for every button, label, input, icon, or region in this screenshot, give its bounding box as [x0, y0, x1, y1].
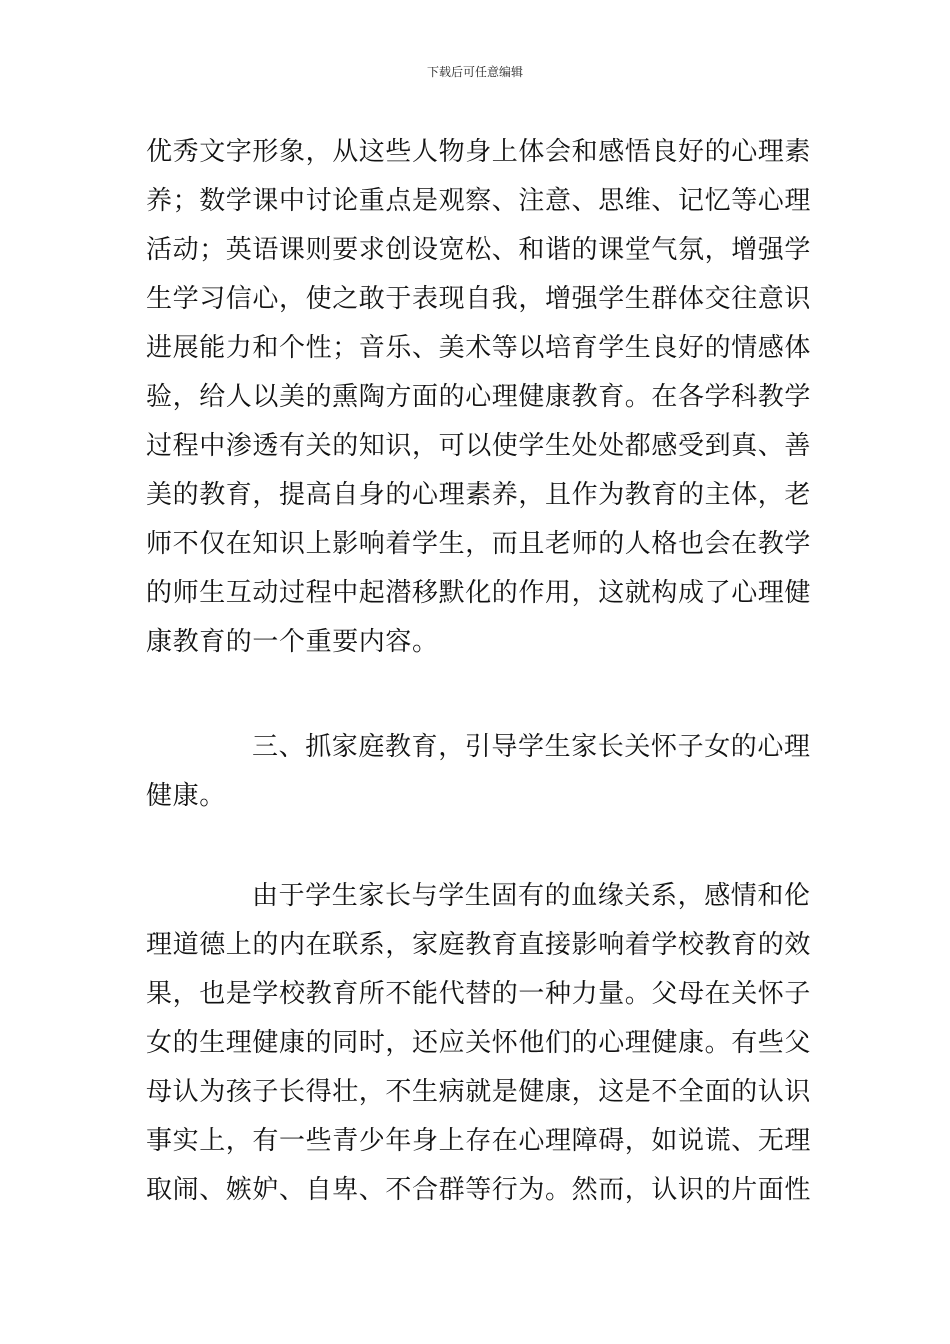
text-line: 的师生互动过程中起潜移默化的作用，这就构成了心理健	[146, 578, 812, 608]
text-line: 验，给人以美的熏陶方面的心理健康教育。在各学科教学	[146, 382, 812, 412]
text-line: 师不仅在知识上影响着学生，而且老师的人格也会在教学	[146, 529, 812, 559]
text-line: 过程中渗透有关的知识，可以使学生处处都感受到真、善	[146, 431, 812, 461]
text-line: 康教育的一个重要内容。	[146, 627, 439, 657]
text-line: 果，也是学校教育所不能代替的一种力量。父母在关怀子	[146, 979, 812, 1009]
text-line: 活动；英语课则要求创设宽松、和谐的课堂气氛，增强学	[146, 235, 812, 265]
text-line: 生学习信心，使之敢于表现自我，增强学生群体交往意识	[146, 284, 812, 314]
heading-line: 三、抓家庭教育，引导学生家长关怀子女的心理	[252, 732, 811, 762]
page-header-note: 下载后可任意编辑	[426, 65, 523, 79]
text-line: 理道德上的内在联系，家庭教育直接影响着学校教育的效	[146, 930, 812, 960]
text-line: 女的生理健康的同时，还应关怀他们的心理健康。有些父	[146, 1028, 812, 1058]
text-line: 事实上，有一些青少年身上存在心理障碍，如说谎、无理	[146, 1126, 812, 1156]
text-line: 进展能力和个性；音乐、美术等以培育学生良好的情感体	[146, 333, 812, 363]
text-line: 由于学生家长与学生固有的血缘关系，感情和伦	[252, 881, 811, 911]
text-line: 母认为孩子长得壮，不生病就是健康，这是不全面的认识	[146, 1077, 812, 1107]
text-line: 取闹、嫉妒、自卑、不合群等行为。然而，认识的片面性	[146, 1175, 812, 1205]
text-line: 优秀文字形象，从这些人物身上体会和感悟良好的心理素	[146, 137, 812, 167]
text-line: 养；数学课中讨论重点是观察、注意、思维、记忆等心理	[146, 186, 812, 216]
heading-line: 健康。	[146, 781, 226, 811]
text-line: 美的教育，提高自身的心理素养，且作为教育的主体，老	[146, 480, 812, 510]
